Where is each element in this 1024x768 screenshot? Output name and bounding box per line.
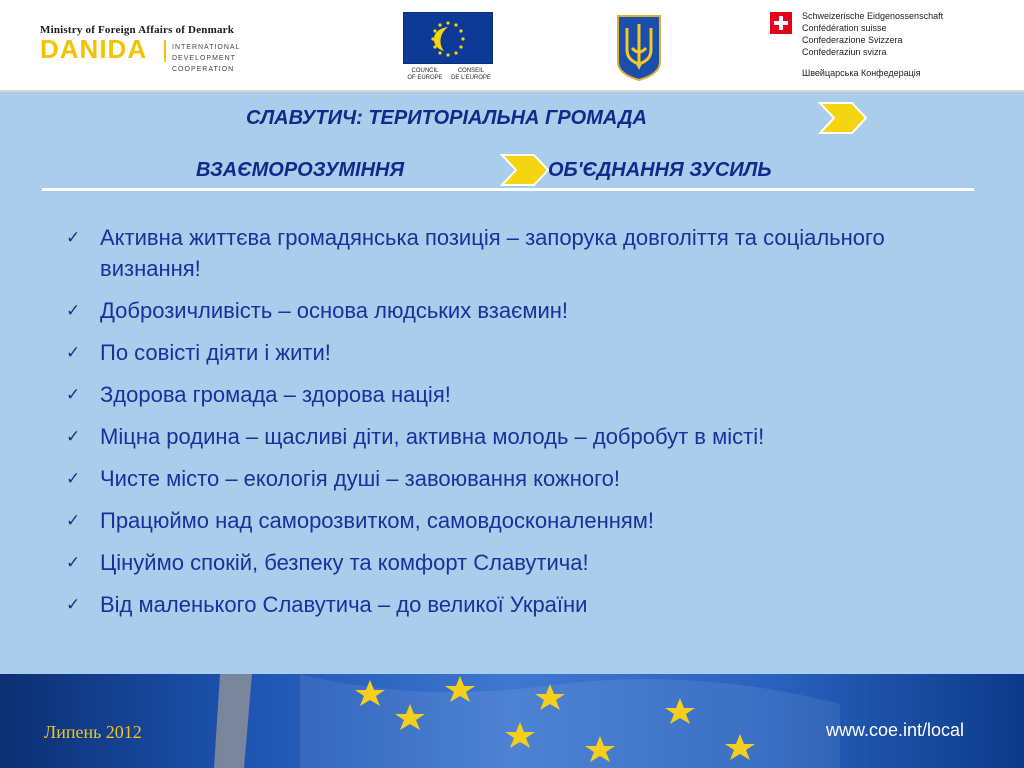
swiss-name-rm: Confederaziun svizra bbox=[802, 47, 887, 57]
swiss-name-ua: Швейцарська Конфедерація bbox=[802, 68, 921, 78]
list-item bbox=[66, 295, 986, 326]
swiss-name-fr: Confédération suisse bbox=[802, 23, 887, 33]
checkmark-icon: ✓ bbox=[66, 385, 81, 404]
ukraine-trident-icon bbox=[614, 12, 664, 82]
list-item bbox=[66, 463, 986, 494]
caption-en-line-1: COUNCIL bbox=[411, 68, 439, 74]
caption-en-line-2: OF EUROPE bbox=[407, 75, 443, 81]
danida-divider bbox=[164, 40, 166, 62]
footer-url-link[interactable]: www.coe.int/local bbox=[826, 720, 965, 740]
danida-wordmark: DANIDA bbox=[40, 34, 148, 64]
checkmark-icon: ✓ bbox=[66, 343, 81, 362]
caption-fr-line-1: CONSEIL bbox=[457, 68, 485, 74]
danida-ministry-text: Ministry of Foreign Affairs of Denmark bbox=[40, 24, 235, 36]
council-of-europe-flag-icon bbox=[403, 12, 493, 64]
list-item bbox=[66, 547, 986, 578]
council-of-europe-caption-en bbox=[403, 68, 447, 82]
swiss-name-it: Confederazione Svizzera bbox=[802, 35, 903, 45]
list-item-text: Активна життєва громадянська позиція – запорука довголіття та соціального визнання! bbox=[100, 225, 885, 281]
swiss-confederation-logo bbox=[768, 8, 1008, 84]
list-item-text: Цінуймо спокій, безпеку та комфорт Славутича! bbox=[100, 550, 589, 575]
slogan-list bbox=[66, 222, 986, 631]
list-item-text: Працюймо над саморозвитком, самовдосконаленням! bbox=[100, 508, 655, 533]
danida-logo bbox=[40, 24, 300, 73]
danida-subtitle-line-2: DEVELOPMENT COOPERATION bbox=[172, 55, 236, 73]
council-of-europe-caption-fr bbox=[449, 68, 493, 82]
list-item bbox=[66, 222, 986, 284]
slide-title-line-2-right: ОБ'ЄДНАННЯ ЗУСИЛЬ bbox=[548, 159, 772, 181]
swiss-cross-icon bbox=[770, 12, 792, 34]
danida-subtitle-line-1: INTERNATIONAL bbox=[172, 44, 241, 51]
list-item-text: Чисте місто – екологія душі – завоювання кожного! bbox=[100, 466, 620, 491]
list-item bbox=[66, 379, 986, 410]
slide-title-line-1: СЛАВУТИЧ: ТЕРИТОРІАЛЬНА ГРОМАДА bbox=[246, 107, 647, 129]
caption-fr-line-2: DE L'EUROPE bbox=[451, 75, 491, 81]
danida-subtitle bbox=[172, 42, 300, 75]
chevron-arrow-icon bbox=[500, 153, 550, 187]
checkmark-icon: ✓ bbox=[66, 595, 81, 614]
title-divider bbox=[42, 188, 974, 191]
slide-title-line-2-left: ВЗАЄМОРОЗУМІННЯ bbox=[196, 159, 405, 181]
list-item-text: Доброзичливість – основа людських взаємин! bbox=[100, 298, 568, 323]
council-of-europe-logo bbox=[403, 12, 495, 82]
swiss-name-de: Schweizerische Eidgenossenschaft bbox=[802, 11, 944, 21]
list-item bbox=[66, 505, 986, 536]
checkmark-icon: ✓ bbox=[66, 301, 81, 320]
list-item-text: Міцна родина – щасливі діти, активна молодь – добробут в місті! bbox=[100, 424, 765, 449]
list-item-text: Від маленького Славутича – до великої України bbox=[100, 592, 588, 617]
chevron-arrow-icon bbox=[818, 101, 868, 135]
list-item bbox=[66, 589, 986, 620]
list-item bbox=[66, 337, 986, 368]
logo-bar bbox=[0, 0, 1024, 92]
checkmark-icon: ✓ bbox=[66, 553, 81, 572]
checkmark-icon: ✓ bbox=[66, 427, 81, 446]
list-item-text: По совісті діяти і жити! bbox=[100, 340, 331, 365]
list-item bbox=[66, 421, 986, 452]
checkmark-icon: ✓ bbox=[66, 469, 81, 488]
checkmark-icon: ✓ bbox=[66, 511, 81, 530]
swiss-names bbox=[802, 10, 943, 58]
slide-date: Липень 2012 bbox=[44, 722, 142, 742]
list-item-text: Здорова громада – здорова нація! bbox=[100, 382, 451, 407]
checkmark-icon: ✓ bbox=[66, 228, 81, 247]
